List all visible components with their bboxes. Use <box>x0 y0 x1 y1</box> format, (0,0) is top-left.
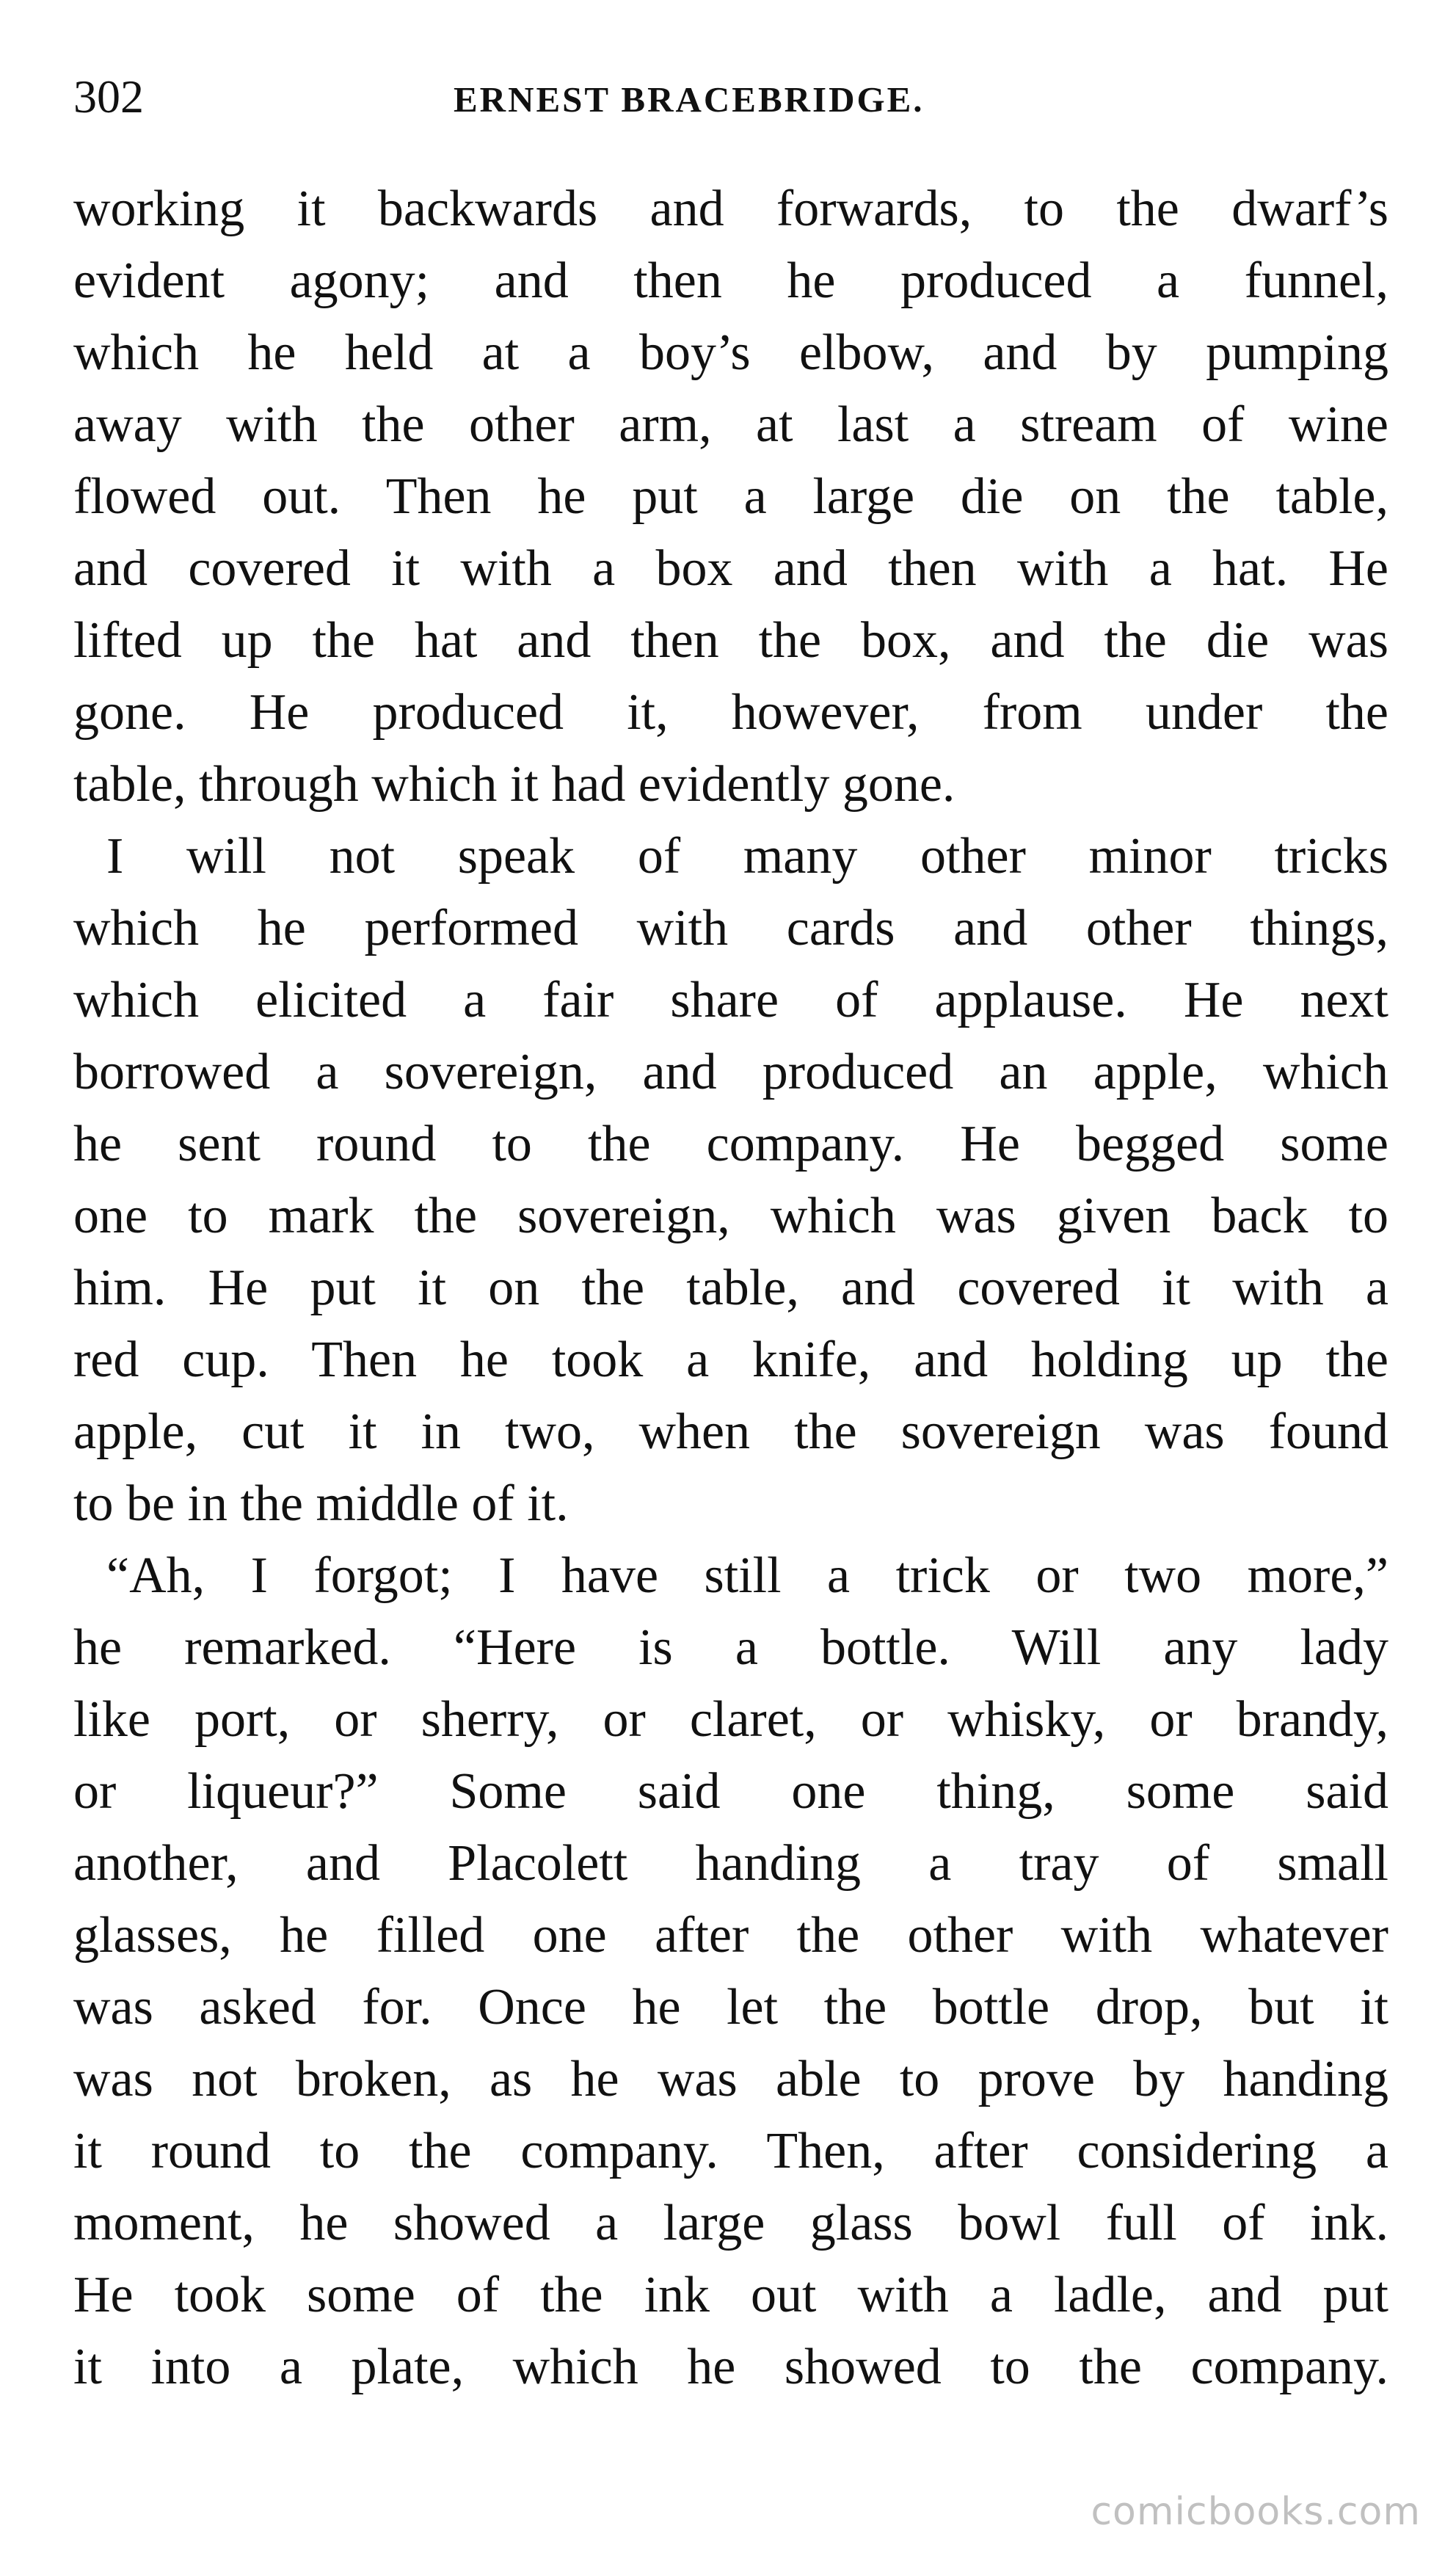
paragraph <box>73 1540 1388 2403</box>
text-line: gone. He produced it, however, from under the <box>73 684 1388 741</box>
text-line: which he performed with cards and other things, <box>73 900 1388 956</box>
text-line: away with the other arm, at last a stream of wine <box>73 396 1388 453</box>
text-line: was not broken, as he was able to prove by handing <box>73 2051 1388 2107</box>
paragraph <box>73 821 1388 1540</box>
text-line: which he held at a boy’s elbow, and by pumping <box>73 324 1388 381</box>
text-line: and covered it with a box and then with a hat. He <box>73 540 1388 597</box>
text-line: another, and Placolett handing a tray of small <box>73 1835 1388 1892</box>
text-line: he sent round to the company. He begged some <box>73 1116 1388 1172</box>
text-line: table, through which it had evidently gone. <box>73 756 956 813</box>
text-line: apple, cut it in two, when the sovereign was found <box>73 1403 1388 1460</box>
text-line: or liqueur?” Some said one thing, some said <box>73 1763 1388 1820</box>
page-header <box>73 68 1388 126</box>
body-text <box>73 173 1388 2403</box>
text-line: one to mark the sovereign, which was given back to <box>73 1188 1388 1244</box>
text-line: it round to the company. Then, after considering a <box>73 2123 1388 2179</box>
text-line: it into a plate, which he showed to the company. <box>73 2339 1388 2395</box>
text-line: was asked for. Once he let the bottle drop, but it <box>73 1979 1388 2036</box>
text-line: him. He put it on the table, and covered it with a <box>73 1260 1388 1316</box>
text-line: “Ah, I forgot; I have still a trick or two more,” <box>106 1547 1388 1604</box>
text-line: which elicited a fair share of applause. He next <box>73 972 1388 1028</box>
text-line: working it backwards and forwards, to the dwarf’s <box>73 181 1388 237</box>
text-line: red cup. Then he took a knife, and holding up the <box>73 1332 1388 1388</box>
text-line: He took some of the ink out with a ladle, and put <box>73 2267 1388 2323</box>
text-line: glasses, he filled one after the other with whatever <box>73 1907 1388 1964</box>
text-line: borrowed a sovereign, and produced an apple, which <box>73 1044 1388 1100</box>
text-line: to be in the middle of it. <box>73 1475 569 1532</box>
text-line: he remarked. “Here is a bottle. Will any lady <box>73 1619 1388 1676</box>
text-line: lifted up the hat and then the box, and the die was <box>73 612 1388 669</box>
text-line: like port, or sherry, or claret, or whisky, or brandy, <box>73 1691 1388 1748</box>
text-line: I will not speak of many other minor tricks <box>106 828 1388 885</box>
paragraph <box>73 173 1388 821</box>
text-line: moment, he showed a large glass bowl full of ink. <box>73 2195 1388 2251</box>
watermark: comicbooks.com <box>1091 2490 1421 2534</box>
text-line: evident agony; and then he produced a funnel, <box>73 253 1388 309</box>
text-line: flowed out. Then he put a large die on the table, <box>73 468 1388 525</box>
running-head: ERNEST BRACEBRIDGE. <box>454 79 925 120</box>
page-number: 302 <box>73 70 144 123</box>
